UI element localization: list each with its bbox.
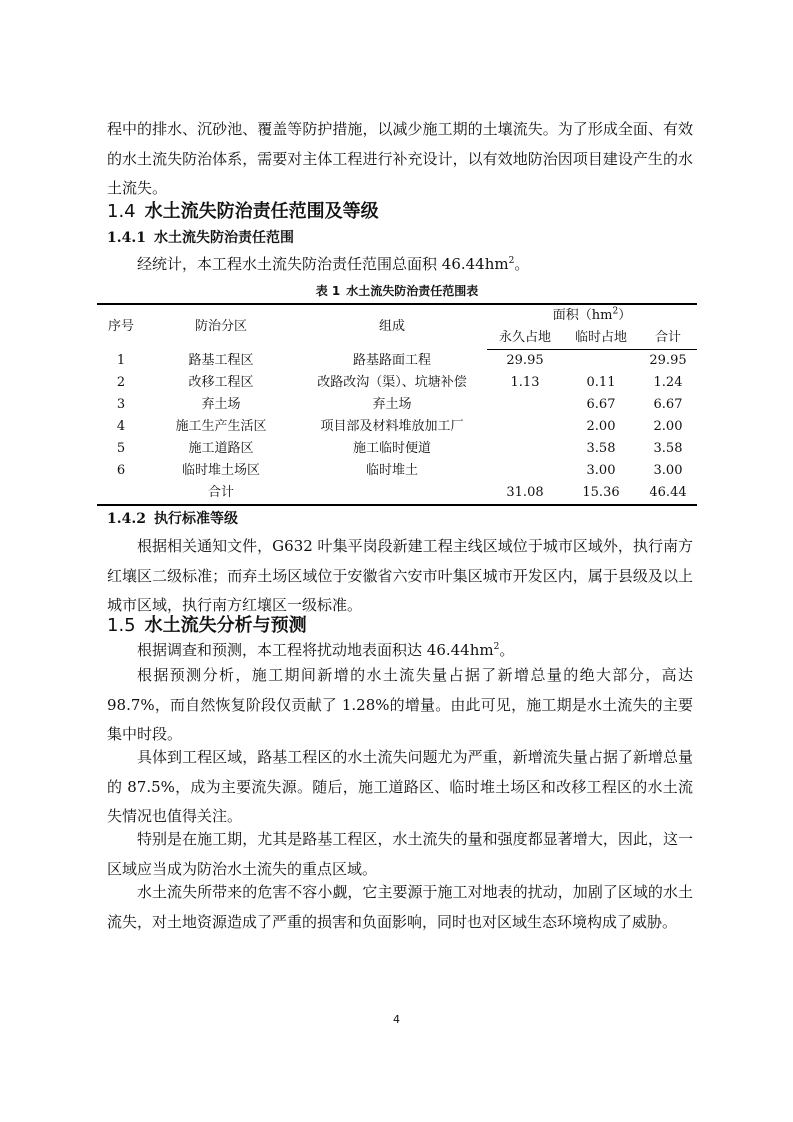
cell-permanent: [487, 416, 563, 438]
cell-index: 6: [116, 463, 126, 478]
cell-total: 29.95: [649, 353, 687, 368]
table-caption-number: 表 1: [315, 284, 341, 298]
section-number: 1.5: [107, 615, 136, 636]
disturbance-area-paragraph: 根据调查和预测，本工程将扰动地表面积达 $46.44hm^2$。: [137, 641, 515, 659]
header-composition: 组成: [297, 304, 487, 350]
cell-permanent: [487, 438, 563, 460]
subsection-heading-1-4-2: [107, 509, 238, 529]
cell-composition: 路基路面工程: [352, 352, 431, 368]
section-heading-1-5: [107, 614, 307, 638]
section-title: 水土流失防治责任范围及等级: [144, 201, 379, 222]
zone-analysis-paragraph: 具体到工程区域，路基工程区的水土流失问题尤为严重，新增流失量占据了新增总量的 87.5%，成为主要流失源。随后，施工道路区、临时堆土场区和改移工程区的水土流失情况也值得关注。: [107, 748, 693, 825]
table-total-row: [97, 482, 697, 505]
total-label: 合计: [145, 482, 297, 505]
cell-permanent: [487, 394, 563, 416]
total-temporary: 15.36: [563, 482, 639, 505]
cell-composition: 改路改沟（渠）、坑塘补偿: [317, 375, 467, 390]
header-index: 序号: [97, 304, 145, 350]
cell-temporary: 2.00: [586, 419, 616, 434]
section-title: 水土流失分析与预测: [144, 615, 307, 636]
table-row: [97, 416, 697, 438]
table-row: [97, 394, 697, 416]
prediction-paragraph: 根据预测分析，施工期间新增的水土流失量占据了新增总量的绝大部分，高达 98.7%，而自然恢复阶段仅贡献了 1.28%的增量。由此可见，施工期是水土流失的主要集中时段。: [107, 666, 693, 743]
cell-index: 1: [116, 352, 126, 368]
cell-temporary: [563, 350, 639, 373]
cell-composition: 项目部及材料堆放加工厂: [320, 419, 464, 434]
cell-composition: 临时堆土: [365, 463, 418, 478]
subsection-number: 1.4.1: [107, 230, 146, 246]
cell-zone: 施工生产生活区: [175, 419, 267, 434]
cell-total: 3.00: [653, 463, 683, 478]
total-total: 46.44: [639, 482, 697, 505]
cell-index: 5: [116, 441, 126, 456]
cell-permanent: 29.95: [506, 353, 544, 368]
table-row: [97, 438, 697, 460]
cell-temporary: 6.67: [586, 397, 616, 412]
cell-temporary: 3.58: [586, 441, 616, 456]
table-row: [97, 372, 697, 394]
cell-permanent: [487, 460, 563, 482]
header-temporary: 临时占地: [563, 327, 639, 350]
key-zone-paragraph: 特别是在施工期，尤其是路基工程区，水土流失的量和强度都显著增大，因此，这一区域应当成为防治水土流失的重点区域。: [107, 830, 693, 878]
cell-permanent: 1.13: [510, 375, 540, 390]
header-permanent: 永久占地: [487, 327, 563, 350]
subsection-heading-1-4-1: [107, 228, 294, 248]
subsection-title: 水土流失防治责任范围: [153, 230, 294, 246]
section-number: 1.4: [107, 201, 136, 222]
cell-zone: 弃土场: [201, 397, 241, 412]
total-permanent: 31.08: [487, 482, 563, 505]
section-heading-1-4: [107, 200, 379, 224]
cell-total: 3.58: [653, 441, 683, 456]
intro-paragraph: 程中的排水、沉砂池、覆盖等防护措施，以减少施工期的土壤流失。为了形成全面、有效的水土流失防治体系，需要对主体工程进行补充设计，以有效地防治因项目建设产生的水土流失。: [107, 120, 693, 197]
page-number: 4: [393, 1013, 400, 1026]
cell-composition: 施工临时便道: [352, 441, 431, 456]
cell-index: 4: [116, 419, 126, 434]
cell-temporary: 3.00: [586, 463, 616, 478]
header-area: 面积$(hm^2)$: [487, 304, 697, 327]
cell-zone: 路基工程区: [188, 352, 254, 368]
responsibility-area-table: [97, 303, 697, 506]
cell-total: 6.67: [653, 397, 683, 412]
hazard-paragraph: 水土流失所带来的危害不容小觑，它主要源于施工对地表的扰动，加剧了区域的水土流失，对土地资源造成了严重的损害和负面影响，同时也对区域生态环境构成了威胁。: [107, 883, 693, 931]
table-caption: [97, 283, 697, 299]
cell-index: 2: [116, 375, 126, 390]
cell-composition: 弃土场: [372, 397, 412, 412]
cell-zone: 临时堆土场区: [181, 463, 260, 478]
subsection-number: 1.4.2: [107, 511, 146, 527]
cell-temporary: 0.11: [586, 375, 616, 390]
cell-total: 1.24: [653, 375, 683, 390]
cell-index: 3: [116, 397, 126, 412]
cell-zone: 施工道路区: [188, 441, 254, 456]
table-row: [97, 460, 697, 482]
header-total: 合计: [639, 327, 697, 350]
cell-total: 2.00: [653, 419, 683, 434]
responsibility-area-paragraph: 经统计，本工程水土流失防治责任范围总面积 $46.44hm^2$。: [137, 255, 530, 273]
standard-grade-paragraph: 根据相关通知文件，G632 叶集平岗段新建工程主线区域位于城市区域外，执行南方红壤区二级标准；而弃土场区域位于安徽省六安市叶集区城市开发区内，属于县级及以上城市区域，执行南方红壤区一级标准。: [107, 537, 693, 614]
header-zone: 防治分区: [145, 304, 297, 350]
subsection-title: 执行标准等级: [153, 511, 238, 527]
cell-zone: 改移工程区: [188, 375, 254, 390]
table-caption-title: 水土流失防治责任范围表: [346, 284, 479, 298]
table-row: [97, 350, 697, 373]
